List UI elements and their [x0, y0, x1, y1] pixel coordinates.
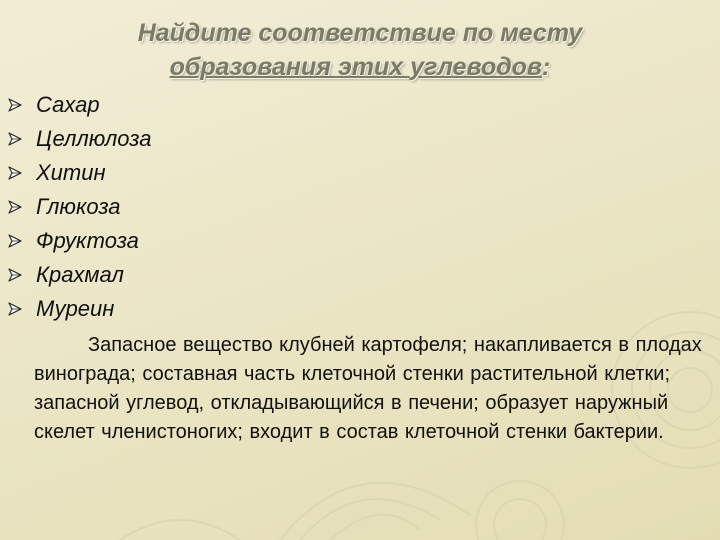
list-item [8, 156, 151, 190]
title-line-1: Найдите соответствие по месту [137, 19, 583, 47]
arrowhead-icon [8, 234, 22, 248]
list-item [8, 122, 151, 156]
title-line-2 [60, 50, 660, 84]
list-item [8, 88, 151, 122]
slide-title [60, 16, 660, 84]
arrowhead-icon [8, 98, 22, 112]
description-paragraph: Запасное вещество клубней картофеля; накапливается в плодах винограда; составная часть клеточной стенки растительной клетки; запасной углевод, откладывающийся в печени; образует наружный скелет членистоногих; входит в состав клеточной стенки бактерии. [34, 334, 702, 443]
list-item [8, 292, 151, 326]
list-item [8, 190, 151, 224]
arrowhead-icon [8, 132, 22, 146]
list-item-label: Сахар [36, 92, 100, 117]
list-item [8, 224, 151, 258]
list-item-label: Фруктоза [36, 228, 139, 253]
arrowhead-icon [8, 166, 22, 180]
list-item-label: Муреин [36, 296, 115, 321]
arrowhead-icon [8, 200, 22, 214]
title-line-2-underlined: образования этих углеводов [169, 53, 543, 81]
carbohydrate-list [8, 88, 151, 326]
arrowhead-icon [8, 268, 22, 282]
list-item [8, 258, 151, 292]
list-item-label: Целлюлоза [36, 126, 152, 151]
list-item-label: Крахмал [36, 262, 124, 287]
list-item-label: Хитин [36, 160, 106, 185]
list-item-label: Глюкоза [36, 194, 121, 219]
arrowhead-icon [8, 302, 22, 316]
title-line-2-colon: : [542, 53, 551, 81]
